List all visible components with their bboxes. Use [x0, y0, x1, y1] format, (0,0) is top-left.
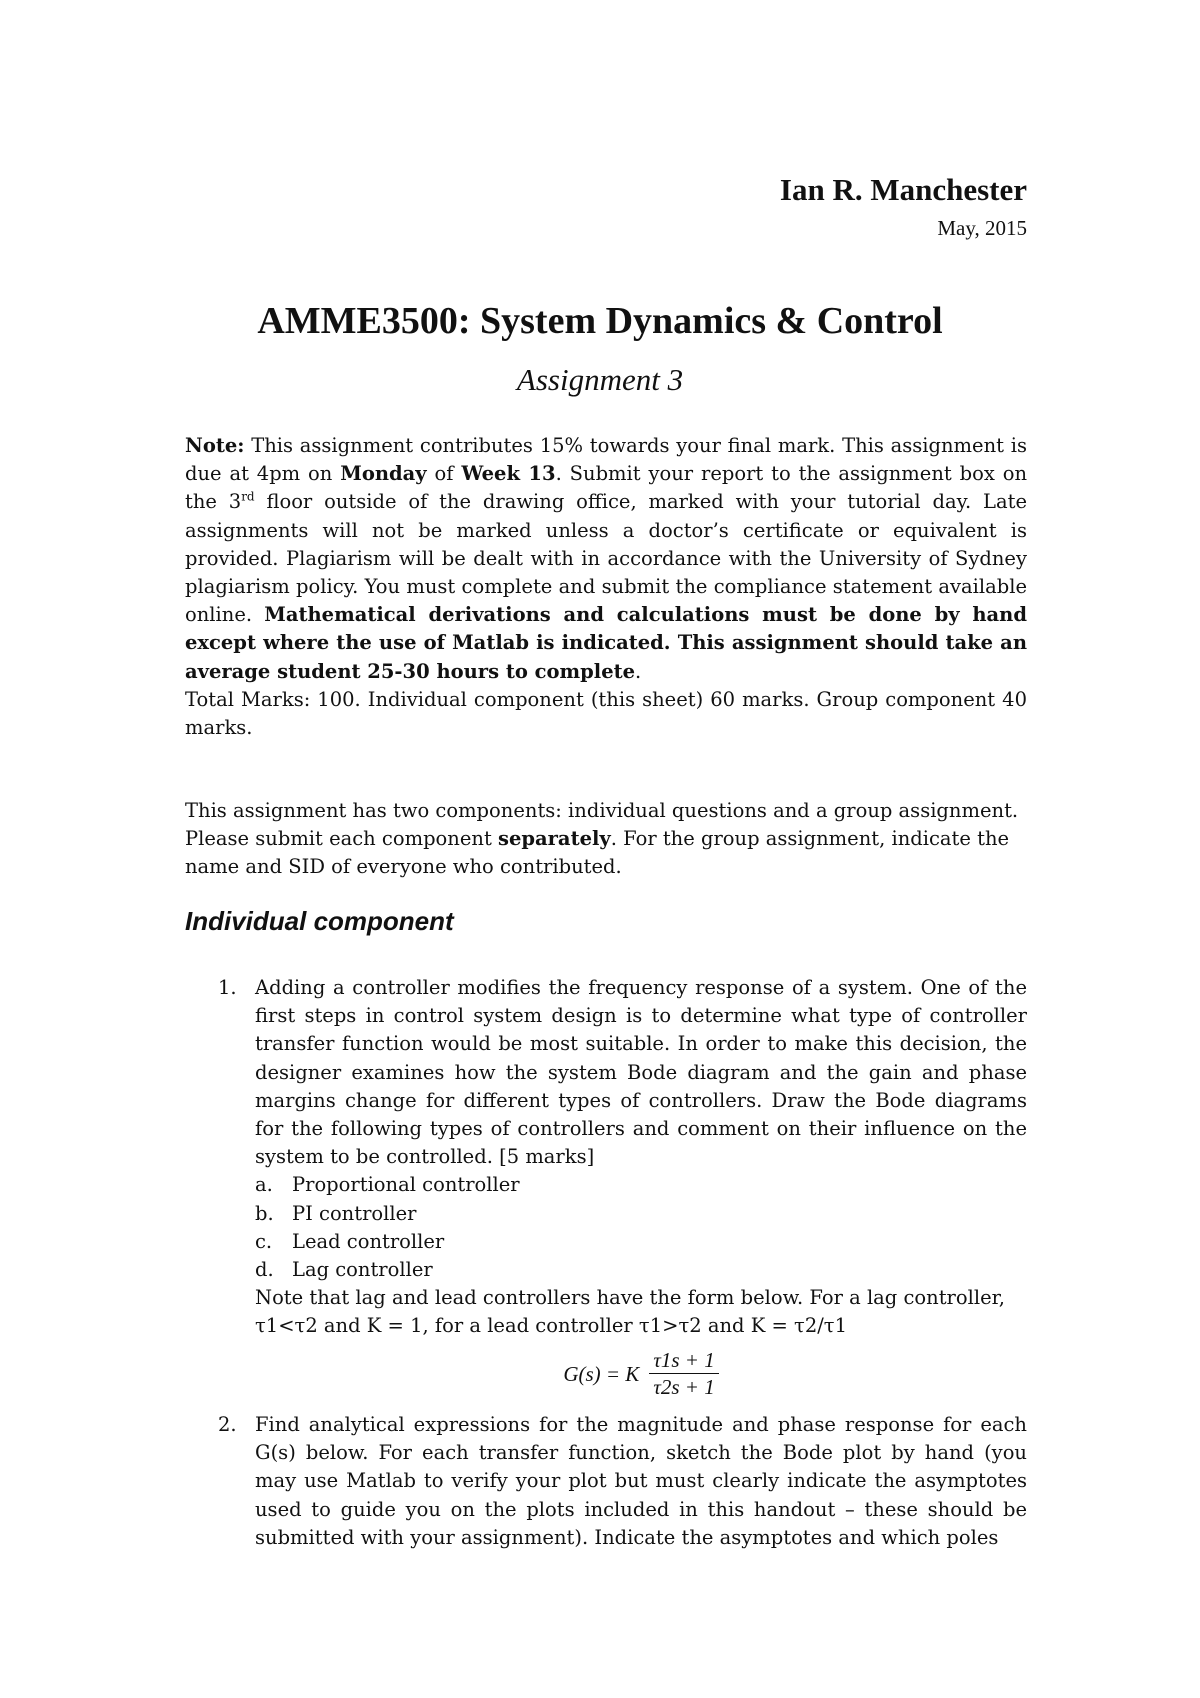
- question-1: [218, 974, 1027, 1405]
- item-text: Lead controller: [292, 1229, 445, 1253]
- controller-list: [255, 1171, 1027, 1284]
- author-name: Ian R. Manchester: [779, 172, 1027, 207]
- document-date: May, 2015: [937, 216, 1027, 240]
- controller-form-note: Note that lag and lead controllers have the form below. For a lag controller,: [255, 1286, 1005, 1310]
- note-total-marks: Total Marks: 100. Individual component (this sheet) 60 marks. Group component 40 marks.: [185, 687, 1027, 740]
- formula-fraction: [649, 1347, 718, 1400]
- list-item: [255, 1171, 1027, 1199]
- note-text-1: This assignment contributes 15% towards your final mark. This assignment is due at 4pm on: [185, 434, 1027, 486]
- item-letter: c.: [255, 1229, 273, 1253]
- item-letter: d.: [255, 1258, 274, 1282]
- note-text-5: .: [635, 659, 642, 683]
- list-item: [255, 1256, 1027, 1284]
- intro-text-1: This assignment has two components: individual questions and a group assignment. Please submit each component: [185, 799, 1019, 851]
- item-letter: a.: [255, 1173, 273, 1197]
- question-text: Find analytical expressions for the magnitude and phase response for each G(s) below. For each transfer function, sketch the Bode plot by hand (you may use Matlab to verify your plot but must clearly indicate the asymptotes used to guide you on the plots included in this handout – these should be submitted with your assignment). Indicate the asymptotes and which poles: [255, 1413, 1027, 1549]
- note-text-4: floor outside of the drawing office, marked with your tutorial day. Late assignments will not be marked unless a doctor’s certificate or equivalent is provided. Plagiarism will be dealt with in accordance with the University of Sydney plagiarism policy. You must complete and submit the compliance statement available online.: [185, 490, 1027, 627]
- note-emphasis: Mathematical derivations and calculations must be done by hand except where the use of Matlab is indicated. This assignment should take an average student 25-30 hours to complete: [185, 603, 1027, 683]
- note-due-day: Monday: [340, 462, 427, 486]
- item-text: PI controller: [292, 1201, 417, 1225]
- intro-text-2: . For the group assignment, indicate the name and SID of everyone who contributed.: [185, 827, 1010, 879]
- question-text: Adding a controller modifies the frequency response of a system. One of the first steps in control system design is to determine what type of controller transfer function would be most suitable. In order to make this decision, the designer examines how the system Bode diagram and the gain and phase margins change for different types of controllers. Draw the Bode diagrams for the following types of controllers and comment on their influence on the system to be controlled. [5 marks]: [255, 976, 1027, 1169]
- question-number: 1.: [218, 976, 237, 999]
- note-due-week: Week 13: [461, 462, 556, 486]
- section-heading: Individual component: [185, 906, 454, 936]
- formula-denominator: τ2s + 1: [653, 1375, 715, 1400]
- transfer-function-formula: [255, 1343, 1027, 1405]
- item-text: Lag controller: [292, 1258, 433, 1282]
- intro-paragraph: [185, 797, 1027, 882]
- item-text: Proportional controller: [292, 1173, 520, 1197]
- question-number: 2.: [218, 1413, 237, 1436]
- formula-lhs: G(s) = K: [563, 1361, 640, 1386]
- note-text-2: of: [426, 462, 462, 486]
- item-letter: b.: [255, 1201, 274, 1225]
- question-2: [218, 1411, 1027, 1552]
- note-text-3: . Submit your report to the assignment box on the 3: [185, 462, 1027, 514]
- assignment-subtitle: Assignment 3: [516, 362, 684, 397]
- assignment-note: [185, 432, 1027, 742]
- course-title: AMME3500: System Dynamics & Control: [257, 300, 943, 342]
- note-superscript: rd: [241, 489, 255, 504]
- controller-parameters: τ1<τ2 and K = 1, for a lead controller τ1>τ2 and K = τ2/τ1: [255, 1314, 847, 1338]
- formula-numerator: τ1s + 1: [649, 1347, 718, 1374]
- intro-emphasis: separately: [498, 827, 611, 851]
- note-label: Note:: [185, 434, 245, 457]
- list-item: [255, 1200, 1027, 1228]
- list-item: [255, 1228, 1027, 1256]
